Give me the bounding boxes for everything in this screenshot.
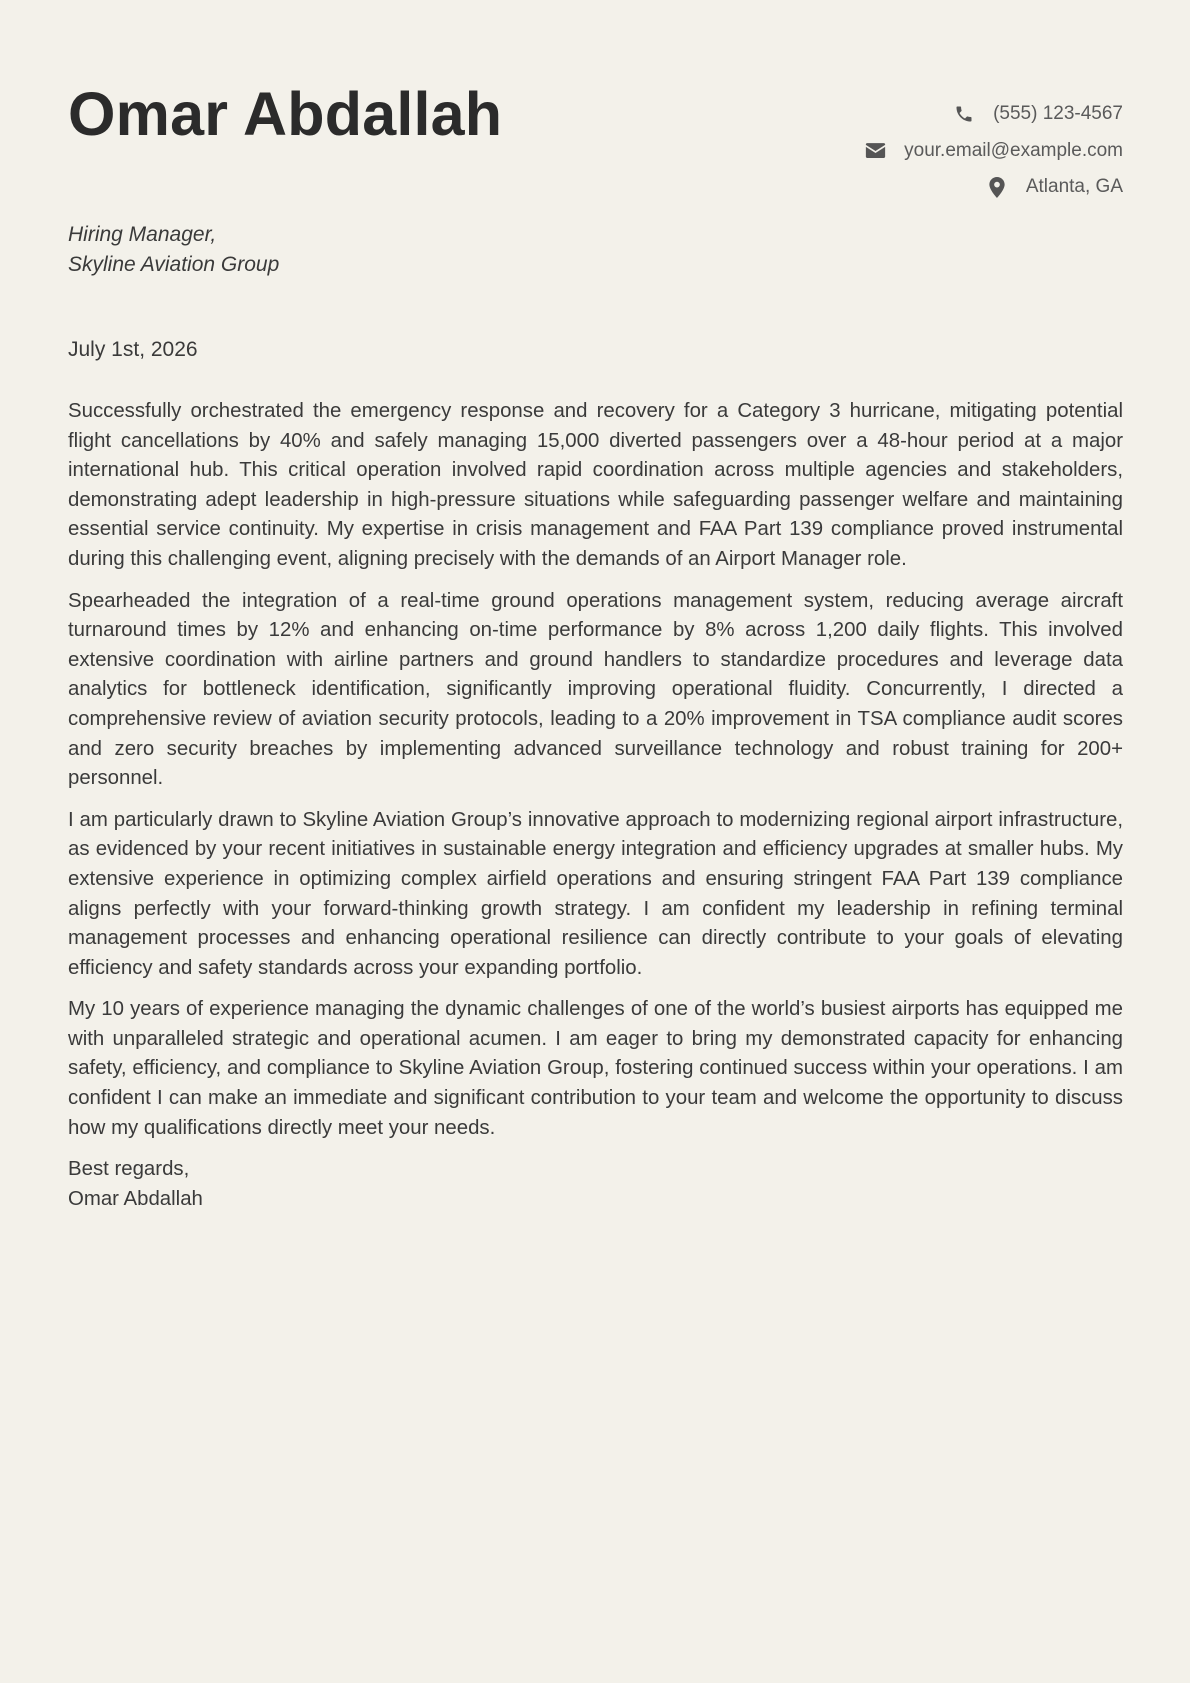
contact-phone-row (864, 96, 1123, 133)
contact-location-row (864, 169, 1123, 206)
phone-icon (953, 103, 975, 125)
closing-signature: Omar Abdallah (68, 1187, 203, 1210)
body-paragraph: I am particularly drawn to Skyline Aviation Group’s innovative approach to modernizing regional airport infrastructure, as evidenced by your recent initiatives in sustainable energy integration and efficiency upgrades at smaller hubs. My extensive experience in optimizing complex airfield operations and ensuring stringent FAA Part 139 compliance aligns perfectly with your forward-thinking growth strategy. I am confident my leadership in refining terminal management processes and enhancing operational resilience can directly contribute to your goals of elevating efficiency and safety standards across your expanding portfolio. (68, 808, 1123, 979)
letter-body (68, 397, 1123, 1214)
contact-phone: (555) 123-4567 (993, 103, 1123, 125)
body-paragraph: Spearheaded the integration of a real-time ground operations management system, reducing average aircraft turnaround times by 12% and enhancing on-time performance by 8% across 1,200 daily flights. This involved extensive coordination with airline partners and ground handlers to standardize procedures and leverage data analytics for bottleneck identification, significantly improving operational fluidity. Concurrently, I directed a comprehensive review of aviation security protocols, leading to a 20% improvement in TSA compliance audit scores and zero security breaches by implementing advanced surveillance technology and robust training for 200+ personnel. (68, 589, 1123, 790)
body-paragraph: My 10 years of experience managing the dynamic challenges of one of the world’s busiest airports has equipped me with unparalleled strategic and operational acumen. I am eager to bring my demonstrated capacity for enhancing safety, efficiency, and compliance to Skyline Aviation Group, fostering continued success within your operations. I am confident I can make an immediate and significant contribution to your team and welcome the opportunity to discuss how my qualifications directly meet your needs. (68, 998, 1123, 1139)
contact-info (864, 96, 1123, 206)
recipient-company: Skyline Aviation Group (68, 253, 280, 276)
envelope-icon (864, 140, 886, 162)
contact-email-row (864, 133, 1123, 170)
letter-date: July 1st, 2026 (68, 338, 198, 361)
contact-location: Atlanta, GA (1025, 176, 1123, 198)
contact-email: your.email@example.com (904, 139, 1123, 161)
recipient-block (68, 220, 279, 280)
recipient-title: Hiring Manager, (68, 223, 217, 246)
map-pin-icon (986, 176, 1008, 198)
applicant-name: Omar Abdallah (68, 80, 503, 148)
body-paragraph: Successfully orchestrated the emergency response and recovery for a Category 3 hurricane, mitigating potential flight cancellations by 40% and safely managing 15,000 diverted passengers over a 48-hour period at a major international hub. This critical operation involved rapid coordination across multiple agencies and stakeholders, demonstrating adept leadership in high-pressure situations while safeguarding passenger welfare and maintaining essential service continuity. My expertise in crisis management and FAA Part 139 compliance proved instrumental during this challenging event, aligning precisely with the demands of an Airport Manager role. (68, 400, 1123, 570)
closing-salutation: Best regards, (68, 1158, 190, 1181)
closing-block (68, 1155, 1123, 1214)
